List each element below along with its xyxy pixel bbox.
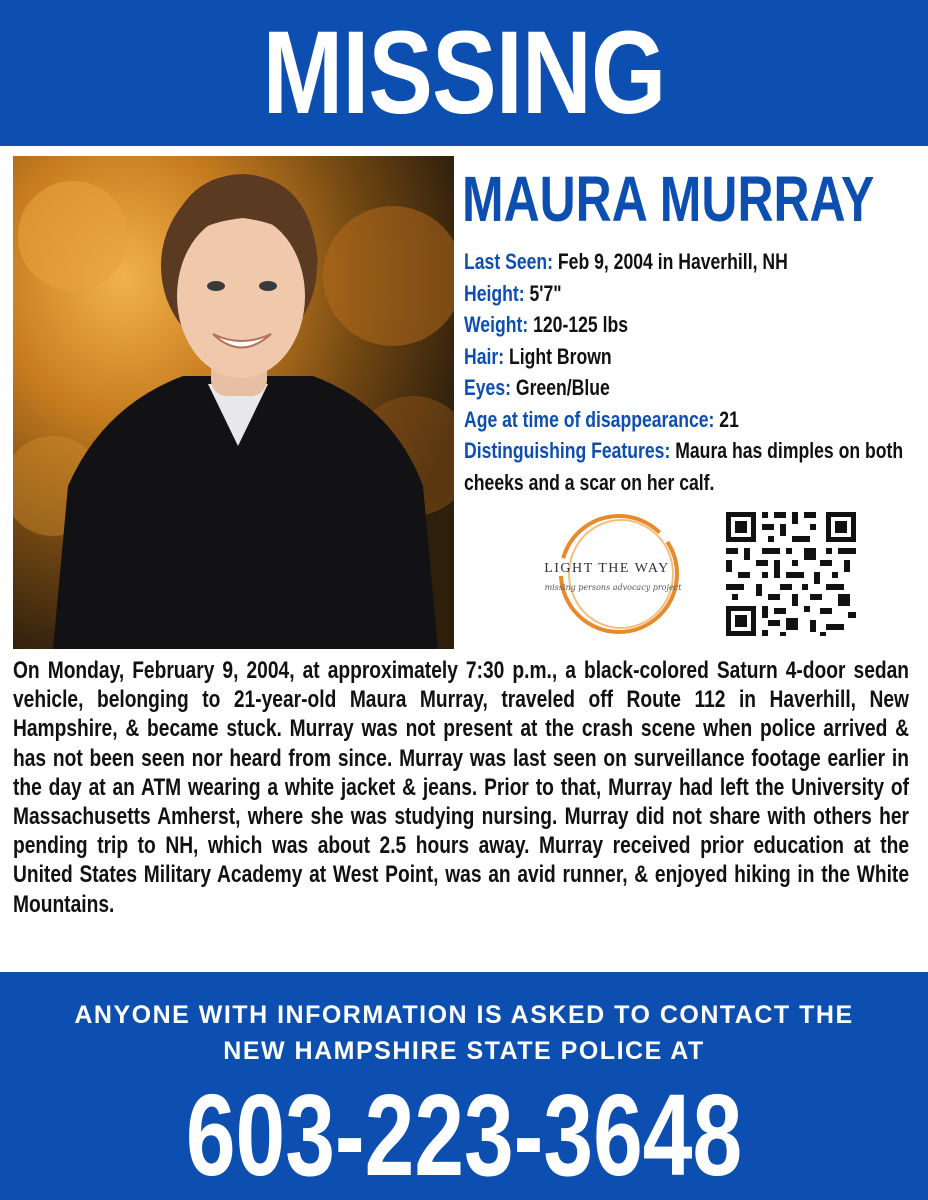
fact-hair: Hair: Light Brown: [464, 343, 612, 369]
fact-height: Height: 5'7": [464, 280, 562, 306]
fact-age: Age at time of disappearance: 21: [464, 406, 739, 432]
contact-appeal: [0, 997, 928, 1069]
fact-eyes: Eyes: Green/Blue: [464, 375, 610, 400]
light-the-way-logo: [527, 512, 687, 637]
contact-line-2: NEW HAMPSHIRE STATE POLICE AT: [223, 1037, 705, 1065]
person-facts: [464, 246, 904, 498]
contact-line-1: ANYONE WITH INFORMATION IS ASKED TO CONTACT THE: [74, 1001, 854, 1029]
logo-subtitle: missing persons advocacy project: [544, 583, 682, 592]
qr-code[interactable]: [722, 508, 860, 640]
missing-person-photo: [13, 156, 454, 649]
contact-phone-number[interactable]: 603-223-3648: [185, 1070, 743, 1200]
fact-distinguishing-features: Distinguishing Features: Maura has dimples on both cheeks and a scar on her calf.: [464, 438, 904, 495]
case-description: On Monday, February 9, 2004, at approximately 7:30 p.m., a black-colored Saturn 4-door sedan vehicle, belonging to 21-year-old Maura Murray, traveled off Route 112 in Haverhill, New Hampshire, & became stuck. Murray was not present at the crash scene when police arrived & has not been seen nor heard from since. Murray was last seen on surveillance footage earlier in the day at an ATM wearing a white jacket & jeans. Prior to that, Murray had left the University of Massachusetts Amherst, where she was studying nursing. Murray did not share with others her pending trip to NH, which was about 2.5 hours away. Murray received prior education at the United States Military Academy at West Point, was an avid runner, & enjoyed hiking in the White Mountains.: [13, 657, 909, 918]
person-name: MAURA MURRAY: [462, 163, 875, 235]
missing-title: MISSING: [262, 7, 666, 139]
logo-title: LIGHT THE WAY: [544, 561, 670, 576]
fact-last-seen: Last Seen: Feb 9, 2004 in Haverhill, NH: [464, 249, 788, 274]
fact-weight: Weight: 120-125 lbs: [464, 312, 629, 337]
